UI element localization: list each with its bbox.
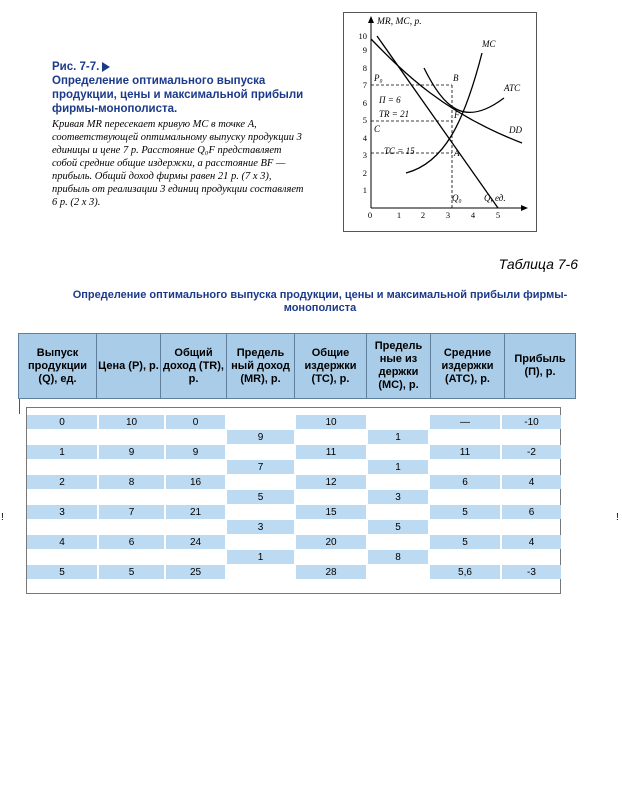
figure-number: Рис. 7-7. — [52, 61, 100, 73]
cell-tr: 16 — [166, 475, 225, 489]
atc-label: ATC — [504, 83, 521, 93]
cell-mc: 1 — [368, 460, 428, 474]
cell-tr: 21 — [166, 505, 225, 519]
y-tick: 6 — [362, 98, 367, 108]
cell-tc: 28 — [296, 565, 366, 579]
cell-price: 8 — [99, 475, 164, 489]
x-tick: 0 — [367, 210, 373, 220]
figure-subtitle: Определение оптимального выпуска продукции, цены и максимальной прибыли фирмы-монополиста. — [52, 75, 304, 115]
point-c-label: C — [374, 124, 381, 134]
header-marginal-revenue: Предель ный доход (MR), р. — [227, 334, 295, 398]
y-tick: 3 — [362, 150, 367, 160]
x-tick: 1 — [396, 210, 402, 220]
header-price: Цена (P), р. — [97, 334, 161, 398]
header-profit: Прибыль (П), р. — [514, 353, 566, 378]
header-output: Выпуск продукции (Q), ед. — [19, 334, 97, 398]
table-label: Таблица 7-6 — [498, 256, 578, 272]
x-tick: 3 — [445, 210, 451, 220]
figure-caption — [52, 60, 307, 209]
cell-profit: 4 — [502, 475, 561, 489]
point-b-label: B — [453, 73, 459, 83]
header-total-cost: Общие издержки (TC), р. — [295, 334, 367, 398]
cell-mc: 1 — [368, 430, 428, 444]
cell-tc: 12 — [296, 475, 366, 489]
cell-atc: 5 — [430, 505, 500, 519]
cell-q: 1 — [27, 445, 97, 459]
y-tick: 2 — [362, 168, 367, 178]
table-body — [26, 407, 561, 594]
cell-tc: 10 — [296, 415, 366, 429]
point-q0-label: Q₀ — [452, 193, 462, 203]
mc-curve — [406, 53, 482, 173]
cell-mr: 7 — [227, 460, 294, 474]
point-f-label: F — [454, 110, 460, 120]
cell-atc: 6 — [430, 475, 500, 489]
cell-q: 3 — [27, 505, 97, 519]
y-tick: 7 — [362, 80, 367, 90]
cell-q: 2 — [27, 475, 97, 489]
edge-mark-left: ! — [1, 512, 4, 523]
cell-mc: 8 — [368, 550, 428, 564]
y-axis-arrow — [368, 16, 374, 23]
tc-annotation: TC = 15 — [384, 146, 415, 156]
play-triangle-icon — [102, 62, 110, 72]
cell-price: 9 — [99, 445, 164, 459]
figure-title — [52, 60, 307, 116]
table-title: Определение оптимального выпуска продукции, цены и максимальной прибыли фирмы-монополиста — [72, 289, 568, 314]
cell-price: 7 — [99, 505, 164, 519]
cell-profit: -2 — [502, 445, 561, 459]
cell-atc: 11 — [430, 445, 500, 459]
cell-mc: 5 — [368, 520, 428, 534]
mc-label: MC — [482, 39, 496, 49]
y-axis-label: MR, MC, р. — [377, 17, 422, 27]
cell-tr: 9 — [166, 445, 225, 459]
cell-q: 5 — [27, 565, 97, 579]
cell-q: 0 — [27, 415, 97, 429]
cell-profit: 6 — [502, 505, 561, 519]
x-tick: 2 — [420, 210, 426, 220]
cell-tc: 20 — [296, 535, 366, 549]
y-tick: 8 — [362, 63, 367, 73]
cell-tr: 25 — [166, 565, 225, 579]
dd-label: DD — [509, 125, 522, 135]
header-total-revenue: Общий доход (TR), р. — [161, 334, 227, 398]
cell-mc: 3 — [368, 490, 428, 504]
tr-annotation: TR = 21 — [379, 109, 410, 119]
cell-atc: 5,6 — [430, 565, 500, 579]
cell-mr: 1 — [227, 550, 294, 564]
cell-price: 6 — [99, 535, 164, 549]
x-axis-arrow — [521, 205, 528, 211]
cell-mr: 9 — [227, 430, 294, 444]
profit-annotation: П = 6 — [379, 95, 401, 105]
y-tick: 4 — [362, 133, 367, 143]
table-header — [18, 333, 576, 399]
x-tick: 4 — [470, 210, 476, 220]
header-marginal-cost: Предель ные из держки (MC), р. — [367, 334, 431, 398]
y-tick: 1 — [362, 185, 367, 195]
x-tick: 5 — [495, 210, 501, 220]
cell-profit: -3 — [502, 565, 561, 579]
atc-curve — [424, 68, 504, 112]
cell-q: 4 — [27, 535, 97, 549]
cell-mr: 3 — [227, 520, 294, 534]
cell-tc: 11 — [296, 445, 366, 459]
cell-profit: -10 — [502, 415, 561, 429]
figure-graph — [343, 12, 537, 232]
point-p0-label: P₀ — [374, 73, 383, 83]
cell-atc: 5 — [430, 535, 500, 549]
table-divider — [19, 399, 20, 414]
cell-tr: 0 — [166, 415, 225, 429]
y-tick: 5 — [362, 115, 367, 125]
cell-price: 10 — [99, 415, 164, 429]
figure-description: Кривая MR пересекает кривую MC в точке A, соответствующей оптимальному выпуску продукции 3 единицы и цене 7 р. Расстояние Q₀F представляет собой средние общие издержки, а расстояние BF — прибыль. Общий доход фирмы равен 21 р. (7 x 3), прибыль от реализации 3 единиц продукции составляет 6 р. (2 x 3). — [52, 119, 304, 208]
dd-curve — [371, 39, 522, 143]
cell-atc: — — [430, 415, 500, 429]
edge-mark-right: ! — [616, 512, 619, 523]
cell-tr: 24 — [166, 535, 225, 549]
cell-mr: 5 — [227, 490, 294, 504]
point-a-label: A — [454, 148, 460, 158]
y-tick: 10 — [358, 31, 367, 41]
cell-price: 5 — [99, 565, 164, 579]
header-average-cost: Средние издержки (ATC), р. — [431, 334, 505, 398]
x-axis-label: Q, ед. — [484, 193, 506, 203]
cell-tc: 15 — [296, 505, 366, 519]
cell-profit: 4 — [502, 535, 561, 549]
y-tick: 9 — [362, 45, 367, 55]
